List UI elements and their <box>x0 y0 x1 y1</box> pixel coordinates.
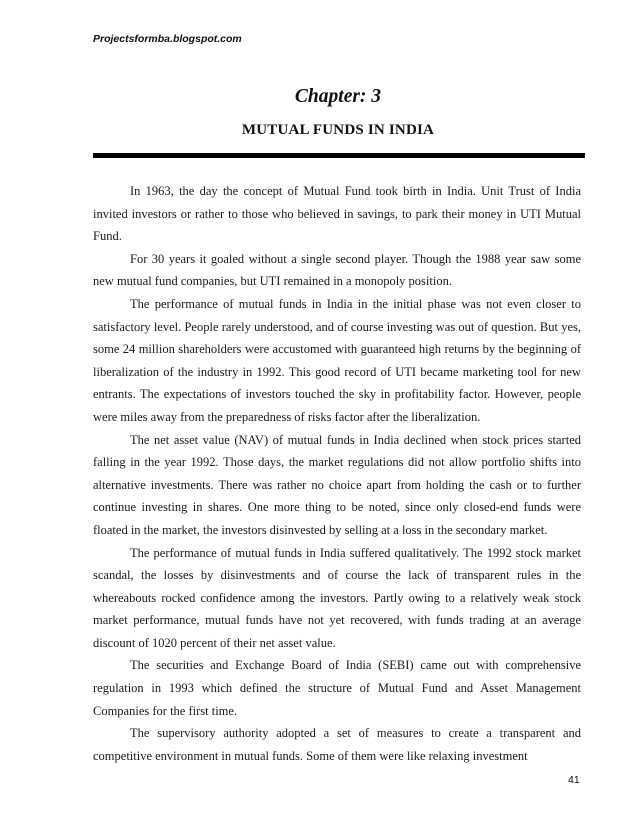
paragraph: The performance of mutual funds in India in the initial phase was not even closer to satisfactory level. People rarely understood, and of course investing was out of question. But yes, some 24 million shareholders were accustomed with guaranteed high returns by the beginning of liberalization of the industry in 1992. This good record of UTI became marketing tool for new entrants. The expectations of investors touched the sky in profitability factor. However, people were miles away from the preparedness of risks factor after the liberalization. <box>93 296 581 424</box>
paragraph: The securities and Exchange Board of India (SEBI) came out with comprehensive regulation in 1993 which defined the structure of Mutual Fund and Asset Management Companies for the first time. <box>93 658 581 718</box>
page-number: 41 <box>568 774 580 786</box>
paragraph: The supervisory authority adopted a set of measures to create a transparent and competitive environment in mutual funds. Some of them were like relaxing investment <box>93 726 581 763</box>
paragraph: In 1963, the day the concept of Mutual Fund took birth in India. Unit Trust of India invited investors or rather to those who believed in savings, to park their money in UTI Mutual Fund. <box>93 184 581 244</box>
chapter-label: Chapter: 3 <box>294 86 382 107</box>
heading-divider <box>93 153 585 158</box>
chapter-title: MUTUAL FUNDS IN INDIA <box>241 122 435 138</box>
header-site-name: Projectsformba.blogspot.com <box>93 33 242 45</box>
body-text <box>93 180 581 767</box>
paragraph: The performance of mutual funds in India suffered qualitatively. The 1992 stock market scandal, the losses by disinvestments and of course the lack of transparent rules in the whereabouts rocked confidence among the investors. Partly owing to a relatively weak stock market performance, mutual funds have not yet recovered, with funds trading at an average discount of 1020 percent of their net asset value. <box>93 545 581 650</box>
paragraph: For 30 years it goaled without a single second player. Though the 1988 year saw some new mutual fund companies, but UTI remained in a monopoly position. <box>93 251 581 289</box>
paragraph: The net asset value (NAV) of mutual funds in India declined when stock prices started falling in the year 1992. Those days, the market regulations did not allow portfolio shifts into alternative investments. There was rather no choice apart from holding the cash or to further continue investing in shares. One more thing to be noted, since only closed-end funds were floated in the market, the investors disinvested by selling at a loss in the secondary market. <box>93 432 581 537</box>
